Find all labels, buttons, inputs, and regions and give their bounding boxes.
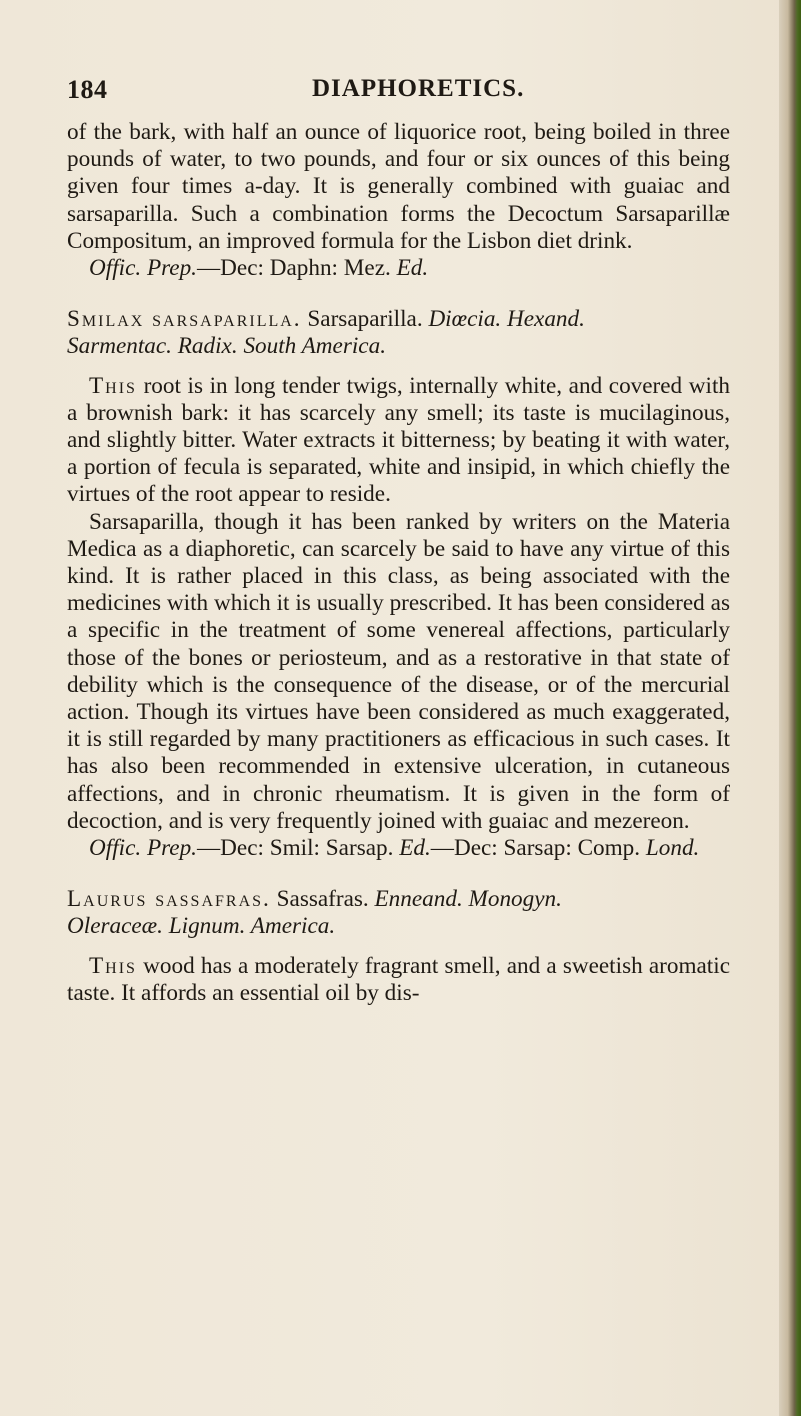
paragraph-description-sarsaparilla <box>67 373 730 509</box>
entry-genus: Smilax sarsaparilla. <box>67 306 302 333</box>
paragraph-lead: This <box>89 952 137 979</box>
entry-order: Sarmentac. Radix. South America. <box>67 333 386 360</box>
reference-label: Offic. Prep. <box>89 255 197 282</box>
page-header <box>67 75 707 111</box>
paragraph-virtues-sarsaparilla: Sarsaparilla, though it has been ranked by writers on the Materia Medica as a diaphoretic, can scarcely be said to have any virtue of this kind. It is rather placed in this class, as being associated with the medicines with which it is usually prescribed. It has been considered as a specific in the treatment of some venereal affections, particularly those of the bones or periosteum, and as a restorative in that state of debility which is the consequence of the disease, or of the mercurial action. Though its virtues have been considered as much exaggerated, it is still regarded by many practitioners as efficacious in such cases. It has also been recommended in extensive ulceration, in cutaneous affections, and in chronic rheumatism. It is given in the form of decoction, and is very frequently joined with guaiac and mezereon. <box>67 508 730 834</box>
paragraph-continuation: of the bark, with half an ounce of liquorice root, being boiled in three pounds of water, to two pounds, and four or six ounces of this being given four times a-day. It is generally combined with guaiac and sarsaparilla. Such a combination forms the Decoctum Sarsaparillæ Compositum, an improved formula for the Lisbon diet drink. <box>67 119 730 254</box>
entry-order-sassafras <box>67 913 730 940</box>
offic-prep-reference-1 <box>67 255 730 282</box>
reference-text: —Dec: Sarsap: Comp. <box>430 835 646 862</box>
entry-genus: Laurus sassafras. <box>67 886 271 913</box>
entry-classes: Diœcia. Hexand. <box>428 306 585 333</box>
paragraph-description-sassafras <box>67 953 730 1007</box>
entry-heading-sarsaparilla <box>67 306 730 333</box>
running-head: DIAPHORETICS. <box>312 75 525 102</box>
paragraph-lead: This <box>89 372 137 399</box>
entry-order-sarsaparilla <box>67 333 730 360</box>
entry-order: Oleraceæ. Lignum. America. <box>67 913 336 940</box>
offic-prep-reference-2 <box>67 835 730 862</box>
paragraph-text: root is in long tender twigs, internally white, and covered with a brownish bark: it has scarcely any smell; its taste is mucilaginous, and slightly bitter. Water extracts it bitterness; by beating it with water, a portion of fecula is separated, white and insipid, in which chiefly the virtues of the root appear to reside. <box>67 372 730 508</box>
reference-source: Ed. <box>399 835 431 862</box>
body-text <box>67 119 730 1007</box>
reference-label: Offic. Prep. <box>89 835 197 862</box>
paragraph-text: wood has a moderately fragrant smell, and a sweetish aromatic taste. It affords an essential oil by dis- <box>67 952 730 1006</box>
reference-source: Lond. <box>645 835 700 862</box>
page-number: 184 <box>67 75 108 104</box>
page-edge <box>779 0 801 1416</box>
entry-common-name: Sarsaparilla. <box>301 306 429 333</box>
reference-source: Ed. <box>396 255 429 282</box>
entry-classes: Enneand. Monogyn. <box>374 886 562 913</box>
entry-common-name: Sassafras. <box>270 886 375 913</box>
entry-heading-sassafras <box>67 886 730 913</box>
reference-text: —Dec: Smil: Sarsap. <box>196 835 400 862</box>
reference-text: —Dec: Daphn: Mez. <box>196 255 397 282</box>
